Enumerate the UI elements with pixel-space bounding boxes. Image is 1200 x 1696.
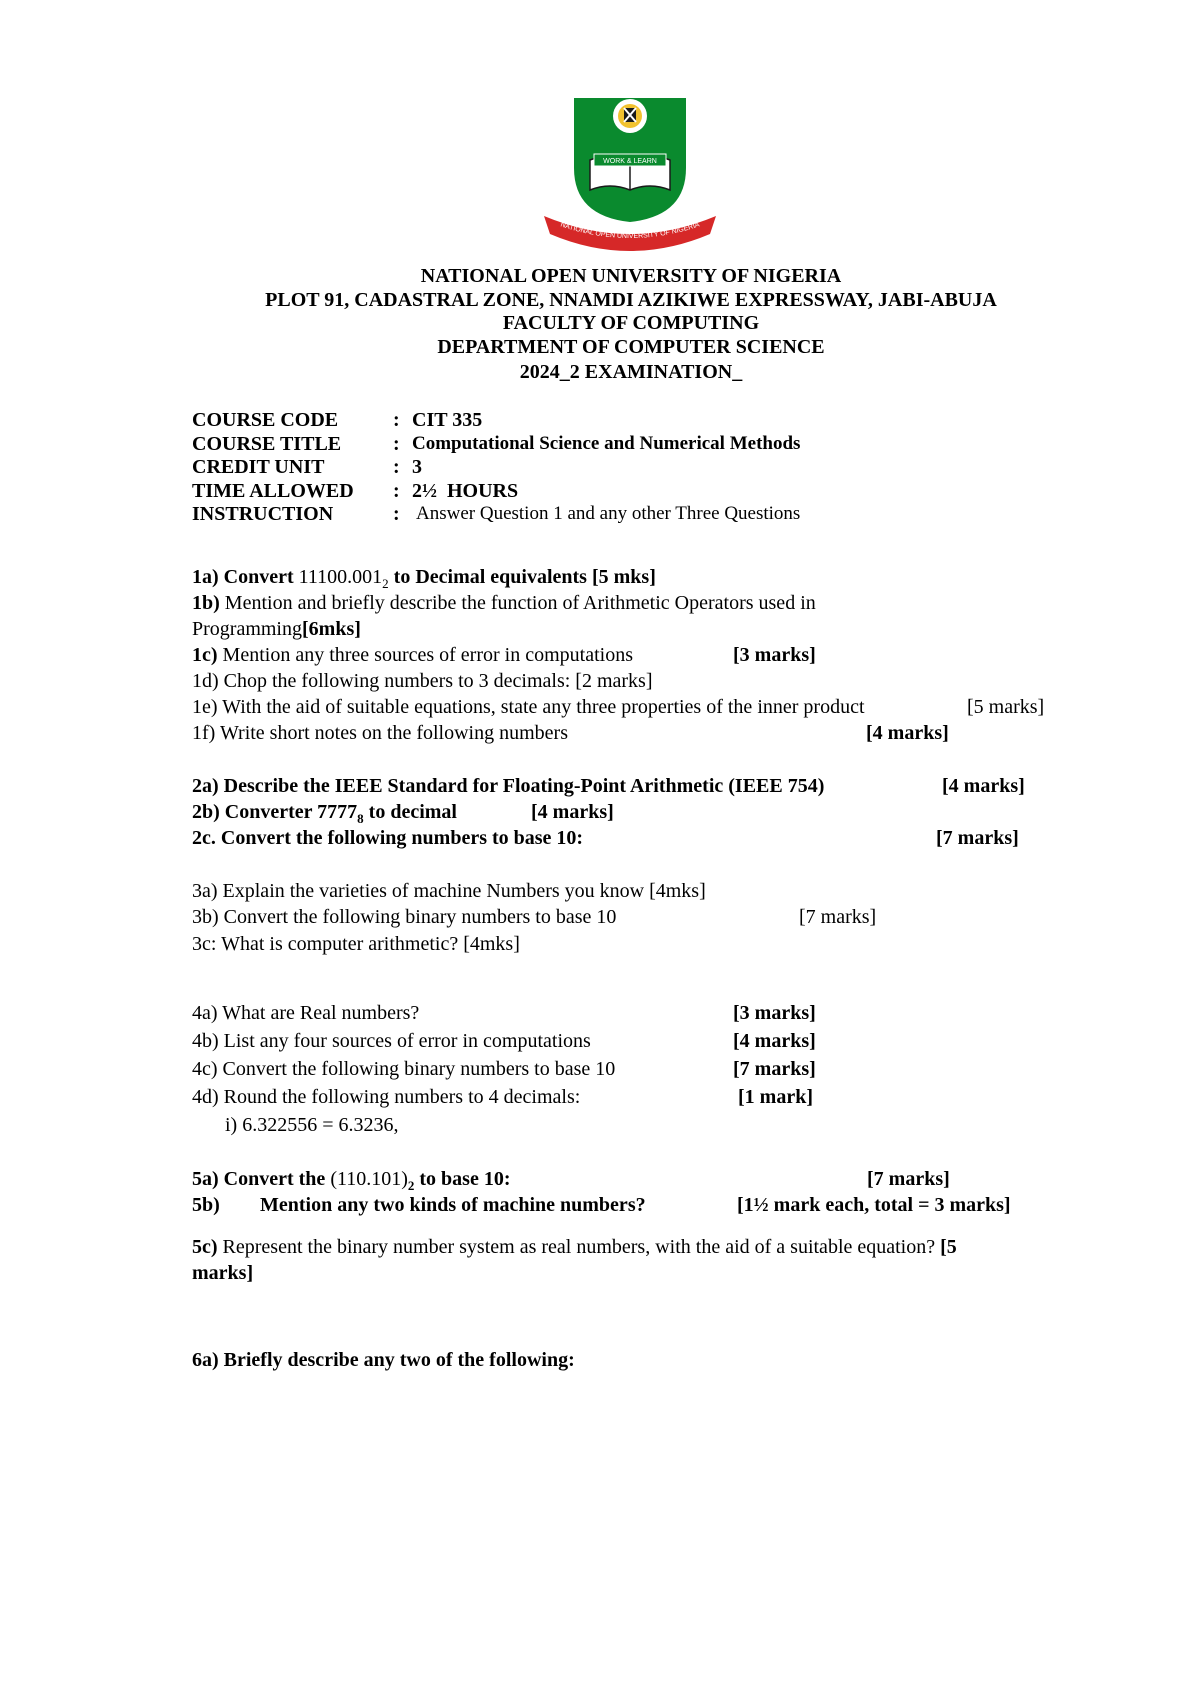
faculty-name: FACULTY OF COMPUTING [502,312,760,334]
q4a-marks: [3 marks] [733,1002,816,1024]
q2c-marks: [7 marks] [936,827,1019,849]
time-allowed-row [192,480,1092,504]
university-address: PLOT 91, CADASTRAL ZONE, NNAMDI AZIKIWE EXPRESSWAY, JABI-ABUJA [265,288,997,311]
credit-unit-row [192,456,1092,480]
logo-ribbon-text: NATIONAL OPEN UNIVERSITY OF NIGERIA [559,221,701,241]
question-1a [192,566,656,592]
q1b-label: 1b) [192,592,220,614]
q5c-marks: [5 [935,1236,957,1258]
q1f-marks: [4 marks] [866,722,949,744]
q1c-label: 1c) [192,644,218,666]
q4c-marks: [7 marks] [733,1058,816,1080]
question-2c: 2c. Convert the following numbers to base 10: [192,827,584,849]
question-5c-cont: marks] [192,1262,254,1284]
question-1d: 1d) Chop the following numbers to 3 decimals: [2 marks] [192,670,653,692]
question-1b-cont [192,618,361,641]
question-5c [192,1236,957,1259]
colon: : [393,503,400,526]
time-allowed-value: 2½ HOURS [412,479,519,502]
question-4b: 4b) List any four sources of error in computations [192,1030,591,1052]
q1a-number: 11100.001 [298,566,383,588]
question-1b [192,592,816,615]
question-3b: 3b) Convert the following binary numbers to base 10 [192,906,617,928]
q2b-text: 2b) Converter 7777 [192,801,358,823]
q1b-text-cont: Programming [192,618,302,640]
colon: : [393,456,400,479]
course-code-value: CIT 335 [412,409,483,431]
q5b-text: Mention any two kinds of machine numbers? [260,1194,646,1216]
q5a-base: 2 [407,1178,415,1193]
q1b-text: Mention and briefly describe the function of Arithmetic Operators used in [219,592,816,614]
q2b-marks: [4 marks] [531,801,614,823]
question-4c: 4c) Convert the following binary numbers to base 10 [192,1058,616,1080]
q5c-text: Represent the binary number system as real numbers, with the aid of a suitable equation? [217,1236,936,1258]
university-name: NATIONAL OPEN UNIVERSITY OF NIGERIA [420,265,842,287]
q5a-number: (110.101) [330,1168,408,1190]
instruction-label: INSTRUCTION [192,503,334,526]
question-2a: 2a) Describe the IEEE Standard for Floating-Point Arithmetic (IEEE 754) [192,775,825,797]
course-code-label: COURSE CODE [192,409,339,431]
q1a-base: 2 [382,576,389,591]
colon: : [393,479,400,502]
q5a-text-cont: to base 10: [414,1168,511,1190]
colon: : [393,409,400,431]
instruction-value: Answer Question 1 and any other Three Questions [416,503,801,525]
course-title-label: COURSE TITLE [192,432,342,455]
question-1e: 1e) With the aid of suitable equations, state any three properties of the inner product [192,696,865,718]
logo-banner-text: WORK & LEARN [603,158,657,165]
course-code-row [192,409,1092,433]
q2b-base: 8 [357,811,364,826]
q1c-marks: [3 marks] [733,644,816,666]
university-logo [540,98,720,252]
q4d-marks: [1 mark] [738,1086,813,1108]
q5b-label: 5b) [192,1194,220,1216]
question-2b [192,801,457,827]
q2a-marks: [4 marks] [942,775,1025,797]
question-4a: 4a) What are Real numbers? [192,1002,420,1024]
q1b-marks: [6mks] [302,618,361,640]
instruction-row [192,503,1092,527]
course-title-row [192,433,1092,457]
q5a-text: 5a) Convert the [192,1168,331,1190]
credit-unit-label: CREDIT UNIT [192,456,325,479]
department-name: DEPARTMENT OF COMPUTER SCIENCE [437,335,825,358]
course-title-value: Computational Science and Numerical Methods [412,432,801,454]
colon: : [393,432,400,455]
q5b-marks: [1½ mark each, total = 3 marks] [737,1194,1011,1216]
question-6a: 6a) Briefly describe any two of the following: [192,1349,575,1371]
course-info [192,409,1092,527]
question-3c: 3c: What is computer arithmetic? [4mks] [192,933,520,955]
question-5a [192,1168,511,1194]
question-4d: 4d) Round the following numbers to 4 decimals: [192,1086,581,1108]
q1e-marks: [5 marks] [967,696,1045,718]
question-5b [192,1194,220,1217]
q2b-text-cont: to decimal [363,801,457,823]
question-4d-item: i) 6.322556 = 6.3236, [225,1114,399,1136]
exam-session: 2024_2 EXAMINATION_ [519,361,743,383]
question-1f: 1f) Write short notes on the following numbers [192,722,568,744]
credit-unit-value: 3 [412,456,422,479]
question-1c [192,644,633,667]
exam-header [0,265,1200,385]
q1a-text: to Decimal equivalents [5 mks] [388,566,656,588]
q5c-label: 5c) [192,1236,218,1258]
q1c-text: Mention any three sources of error in computations [217,644,633,666]
q3b-marks: [7 marks] [799,906,877,928]
q5a-marks: [7 marks] [867,1168,950,1190]
question-3a: 3a) Explain the varieties of machine Numbers you know [4mks] [192,880,706,902]
q4b-marks: [4 marks] [733,1030,816,1052]
q1a-label: 1a) Convert [192,566,294,588]
time-allowed-label: TIME ALLOWED [192,479,354,502]
